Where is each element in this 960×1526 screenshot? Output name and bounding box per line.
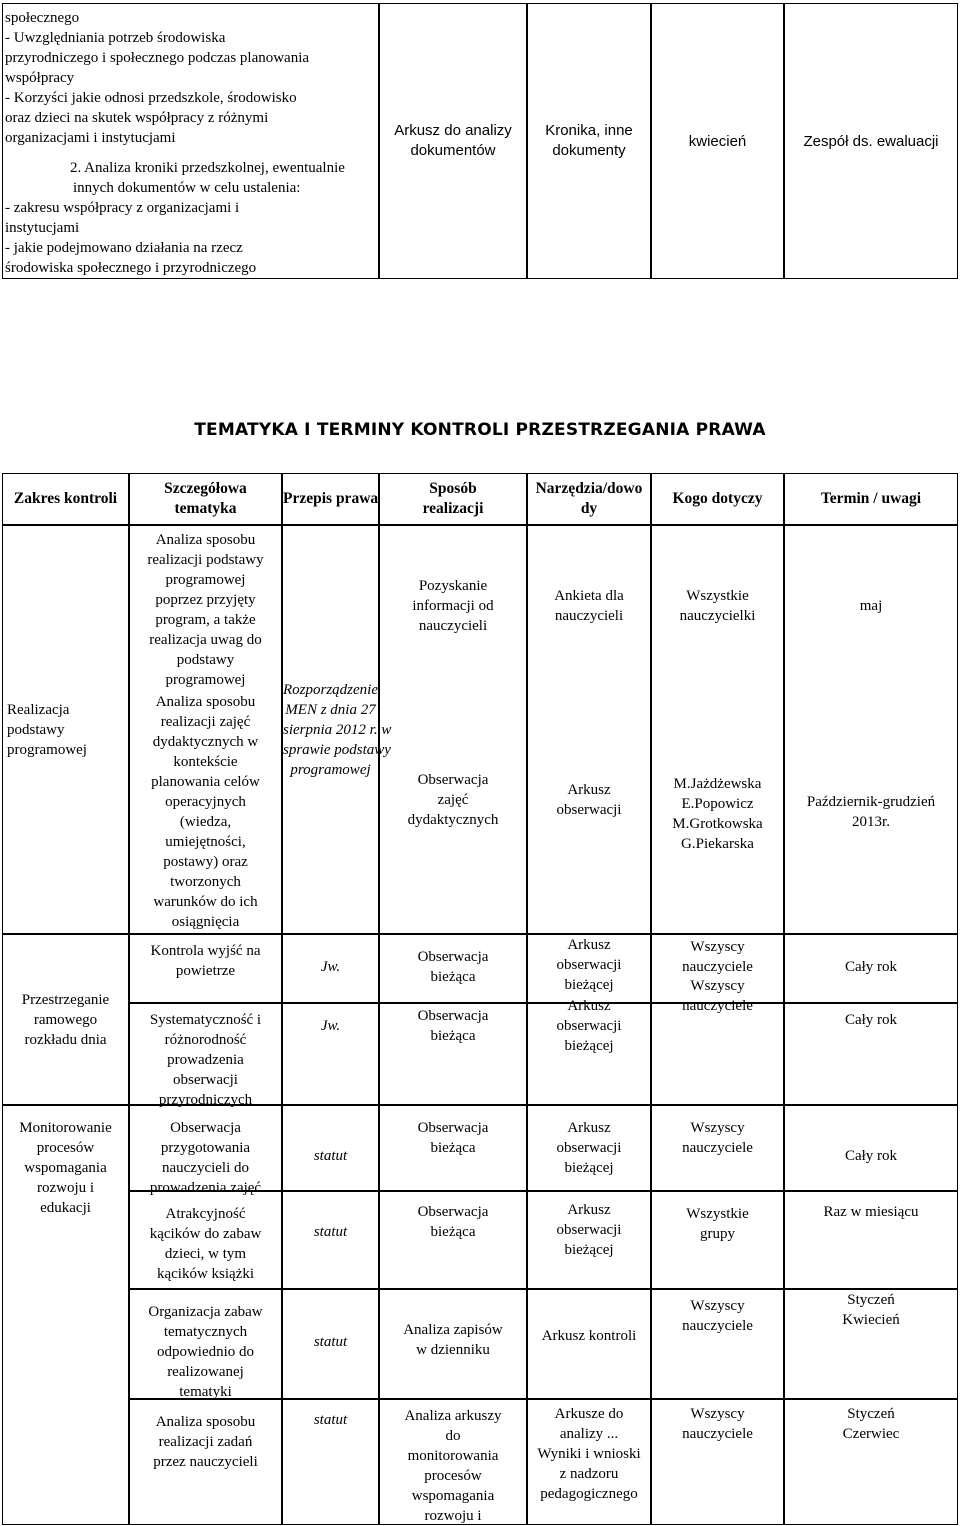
sec3-row4-narzedzia-text-line: z nadzoru (559, 1466, 619, 1482)
header-zakres-text-line: Zakres kontroli (13, 490, 118, 507)
sec2-row2-sposob (379, 1003, 527, 1105)
sec1-przepis (282, 525, 392, 934)
sec3-row4-sposob-text-line: do (445, 1428, 461, 1444)
header-sposob (379, 473, 527, 525)
header-narzedzia-text (528, 479, 650, 519)
sec3-row3-przepis-text-line: statut (313, 1334, 348, 1350)
sec1-narzedzia-1 (528, 586, 650, 626)
header-kogo (651, 473, 784, 525)
sec1-tematyka-2-line: (wiedza, (179, 814, 232, 830)
top-text-line: 2. Analiza kroniki przedszkolnej, ewentualnie (70, 160, 345, 176)
sec3-row4-termin (784, 1399, 958, 1525)
sec3-row3-przepis (282, 1289, 379, 1399)
sec3-row4-sposob-text-line: rozwoju i (424, 1508, 482, 1524)
sec3-row4-kogo-text (652, 1404, 783, 1444)
sec2-row1-przepis (282, 934, 379, 1003)
header-termin-text (785, 489, 957, 509)
sec1-sposob-1-line: nauczycieli (418, 618, 488, 634)
sec1-sposob-2 (380, 770, 526, 830)
top-text-line: - zakresu współpracy z organizacjami i (5, 200, 240, 216)
sec1-tematyka (129, 525, 282, 934)
sec3-row3-kogo-text-line: Wszyscy (690, 1298, 745, 1314)
header-zakres-text (3, 489, 128, 509)
sec2-row2-tematyka-text-line: Systematyczność i (149, 1012, 262, 1028)
sec3-row4-tematyka-text-line: Analiza sposobu (155, 1414, 256, 1430)
sec3-row4-narzedzia-text-line: Wyniki i wnioski (537, 1446, 641, 1462)
sec1-przepis-text-line: MEN z dnia 27 (285, 701, 376, 718)
sec3-row4-sposob-text-line: Analiza arkuszy (404, 1408, 502, 1424)
sec2-row2-sposob-text-line: bieżąca (430, 1028, 476, 1044)
top-tool-line: dokumentów (410, 142, 496, 159)
sec3-row4-tematyka (129, 1399, 282, 1525)
sec3-row1-termin (784, 1105, 958, 1191)
sec1-tematyka-1-line: poprzez przyjęty (155, 592, 256, 608)
sec1-termin-1 (785, 596, 957, 616)
sec3-row3-tematyka-text-line: Organizacja zabaw (148, 1304, 263, 1320)
sec1-kogo-1-line: nauczycielki (679, 608, 756, 624)
sec1-tematyka-2-line: umiejętności, (165, 834, 246, 850)
top-table (2, 3, 958, 279)
sec2-row1-termin (784, 934, 958, 1003)
sec3-row3-sposob-text-line: w dzienniku (416, 1342, 490, 1358)
top-text-line: instytucjami (5, 220, 80, 236)
header-narzedzia-text-line: Narzędzia/dowo (535, 480, 643, 497)
sec3-row2-sposob (379, 1191, 527, 1289)
header-przepis-text-line: Przepis prawa (283, 490, 379, 507)
sec2-row2-sposob-text (380, 1006, 526, 1046)
sec1-tematyka-2-line: planowania celów (151, 774, 260, 790)
sec3-row3-tematyka (129, 1289, 282, 1399)
sec3-row3-tematyka-text-line: odpowiednio do (156, 1344, 255, 1360)
top-cell-date (651, 3, 784, 279)
sec3-row4-termin-text-line: Czerwiec (842, 1426, 900, 1442)
section-heading: TEMATYKA I TERMINY KONTROLI PRZESTRZEGANIA PRAWA (194, 420, 766, 440)
header-termin (784, 473, 958, 525)
sec3-row2-tematyka-text-line: kącików do zabaw (149, 1226, 262, 1242)
sec2-row2-termin (784, 1003, 958, 1105)
sec1-tematyka-2-line: realizacji zajęć (160, 714, 251, 730)
sec1-zakres-text-line: Realizacja (7, 701, 70, 718)
sec1-tematyka-2-line: dydaktycznych w (152, 734, 259, 750)
sec3-row4-termin-text-line: Styczeń (847, 1406, 895, 1422)
sec3-row4-przepis-text (283, 1410, 378, 1430)
sec2-row1-termin-text-line: Cały rok (844, 959, 898, 975)
sec2-row2-termin-text-line: Cały rok (844, 1012, 898, 1028)
sec1-przepis-text (283, 680, 392, 780)
sec3-row1-tematyka-text-line: przygotowania (160, 1140, 251, 1156)
sec3-row1-narzedzia (527, 1105, 651, 1191)
sec2-row2-termin-text (785, 1010, 957, 1030)
sec2-row1-narzedzia-text-line: Arkusz (567, 937, 611, 953)
sec1-tematyka-2-line: osiągnięcia (171, 914, 240, 930)
top-text-block-a (5, 8, 378, 148)
sec3-row2-termin-text (785, 1202, 957, 1222)
sec1-zakres (2, 525, 129, 934)
sec1-termin-2-line: 2013r. (852, 814, 890, 830)
sec2-row1-przepis-text (283, 957, 378, 977)
header-przepis (282, 473, 379, 525)
sec3-row2-narzedzia-text (528, 1200, 650, 1260)
sec1-zakres-text (7, 700, 128, 760)
top-text-line: społecznego (5, 10, 80, 26)
sec2-row1-sposob (379, 934, 527, 1003)
sec3-row4-sposob-text (380, 1406, 526, 1526)
sec3-row3-termin (784, 1289, 958, 1399)
sec3-row1-tematyka-text-line: Obserwacja (170, 1120, 241, 1136)
sec3-row2-tematyka-text-line: dzieci, w tym (164, 1246, 247, 1262)
sec3-row4-narzedzia-text-line: pedagogicznego (540, 1486, 638, 1502)
sec1-przepis-text-line: sprawie podstawy (283, 741, 391, 758)
sec1-tematyka-2-line: kontekście (173, 754, 238, 770)
sec3-row4-przepis (282, 1399, 379, 1525)
sec2-row1-tematyka-text (130, 941, 281, 981)
sec2-row2-sposob-text-line: Obserwacja (417, 1008, 489, 1024)
sec3-row1-tematyka-text-line: nauczycieli do (161, 1160, 250, 1176)
sec2-row1-narzedzia (527, 934, 651, 1003)
sec2-row1-narzedzia-text-line: bieżącej (564, 977, 614, 993)
sec3-row2-sposob-text (380, 1202, 526, 1242)
sec3-row1-sposob-text-line: bieżąca (430, 1140, 476, 1156)
sec3-row1-kogo-text (652, 1118, 783, 1158)
top-text-line: - jakie podejmowano działania na rzecz (5, 240, 243, 256)
sec1-sposob-1 (380, 576, 526, 636)
top-source-text (545, 121, 633, 161)
sec1-kogo-1-line: Wszystkie (686, 588, 749, 604)
header-narzedzia (527, 473, 651, 525)
sec3-row1-tematyka-text (130, 1118, 281, 1198)
top-tool-text (394, 121, 512, 161)
sec2-row1-tematyka-text-line: Kontrola wyjść na (150, 943, 261, 959)
sec1-narzedzia-2-line: Arkusz (567, 782, 611, 798)
sec3-row4-sposob-text-line: procesów (424, 1468, 482, 1484)
sec2-row1-tematyka-text-line: powietrze (175, 963, 236, 979)
sec3-row2-kogo-text-line: Wszystkie (686, 1206, 749, 1222)
header-termin-text-line: Termin / uwagi (820, 490, 922, 507)
top-text-line: organizacjami i instytucjami (5, 130, 176, 146)
sec2-row2-przepis-text-line: Jw. (320, 1018, 341, 1034)
sec2-row1-sposob-text (380, 947, 526, 987)
sec3-row4-narzedzia-text-line: Arkusze do (554, 1406, 624, 1422)
sec3-row4-kogo (651, 1399, 784, 1525)
sec1-tematyka-1-line: realizacji podstawy (147, 552, 264, 568)
header-sposob-text (380, 479, 526, 519)
sec2-row2-kogo-text (652, 976, 783, 1016)
sec3-zakres (2, 1105, 129, 1525)
sec2-row2-tematyka (129, 1003, 282, 1108)
sec2-row1-sposob-text-line: Obserwacja (417, 949, 489, 965)
header-kogo-text (652, 489, 783, 509)
sec1-tematyka-1 (130, 530, 281, 690)
sec3-row4-sposob-text-line: wspomagania (411, 1488, 495, 1504)
sec1-narzedzia (527, 525, 651, 934)
sec2-row1-tematyka (129, 934, 282, 1003)
sec3-row1-narzedzia-text (528, 1118, 650, 1178)
sec2-row2-tematyka-text-line: prowadzenia (167, 1052, 244, 1068)
sec1-tematyka-1-line: programowej (165, 572, 246, 588)
header-narzedzia-text-line: dy (580, 500, 598, 517)
sec1-narzedzia-2 (528, 780, 650, 820)
sec3-row3-termin-text-line: Styczeń (847, 1292, 895, 1308)
top-text-line: - Korzyści jakie odnosi przedszkole, środowisko (5, 90, 297, 106)
top-tool-line: Arkusz do analizy (394, 122, 512, 139)
sec3-zakres-text-line: Monitorowanie (19, 1120, 112, 1136)
sec3-row1-narzedzia-text-line: Arkusz (567, 1120, 611, 1136)
sec3-row1-narzedzia-text-line: obserwacji (556, 1140, 622, 1156)
sec3-row2-kogo-text (652, 1204, 783, 1244)
sec1-sposob-1-line: Pozyskanie (418, 578, 488, 594)
sec1-tematyka-1-line: program, a także (155, 612, 256, 628)
sec3-row1-tematyka (129, 1105, 282, 1196)
sec3-row4-tematyka-text (130, 1412, 281, 1472)
sec1-zakres-text-line: programowej (7, 741, 87, 758)
top-cell-team (784, 3, 958, 279)
sec2-row2-tematyka-text-line: różnorodność (164, 1032, 247, 1048)
sec3-row2-tematyka-text-line: kącików książki (156, 1266, 255, 1282)
sec2-row1-kogo-text-line: Wszyscy (690, 939, 745, 955)
sec3-row2-narzedzia-text-line: bieżącej (564, 1242, 614, 1258)
header-kogo-text-line: Kogo dotyczy (672, 490, 763, 507)
header-tematyka-text-line: Szczegółowa (164, 480, 247, 497)
sec2-row2-tematyka-text-line: przyrodniczych (158, 1092, 253, 1108)
sec1-tematyka-2-line: warunków do ich (153, 894, 258, 910)
sec2-row2-narzedzia (527, 998, 651, 1105)
sec1-sposob-1-line: informacji od (412, 598, 494, 614)
sec3-row2-tematyka (129, 1191, 282, 1289)
top-team-text: Zespół ds. ewaluacji (803, 132, 939, 150)
header-tematyka (129, 473, 282, 525)
header-tematyka-text (130, 479, 281, 519)
sec3-zakres-text-line: procesów (36, 1140, 95, 1156)
sec3-row2-tematyka-text (130, 1204, 281, 1284)
sec1-tematyka-2-line: operacyjnych (165, 794, 246, 810)
sec3-row3-narzedzia (527, 1289, 651, 1399)
sec3-zakres-text-line: rozwoju i (36, 1180, 95, 1196)
sec3-row3-tematyka-text-line: tematyki (179, 1384, 232, 1400)
sec1-tematyka-1-line: Analiza sposobu (155, 532, 256, 548)
sec2-row2-narzedzia-text (528, 996, 650, 1056)
sec2-row2-tematyka-text-line: obserwacji (173, 1072, 238, 1088)
sec3-row4-narzedzia (527, 1399, 651, 1525)
sec3-row1-termin-text-line: Cały rok (844, 1148, 898, 1164)
sec1-przepis-text-line: Rozporządzenie (283, 681, 378, 698)
sec3-zakres-text-line: edukacji (40, 1200, 91, 1216)
sec2-row2-narzedzia-text-line: obserwacji (556, 1018, 622, 1034)
top-text-line: - Uwzględniania potrzeb środowiska (5, 30, 226, 46)
header-przepis-text (283, 489, 378, 509)
sec1-tematyka-2-line: postawy) oraz (163, 854, 248, 870)
sec3-row3-narzedzia-text-line: Arkusz kontroli (541, 1328, 637, 1344)
sec3-row4-tematyka-text-line: przez nauczycieli (153, 1454, 258, 1470)
sec3-row3-termin-text-line: Kwiecień (842, 1312, 900, 1328)
sec2-row1-kogo-text-line: nauczyciele (682, 959, 753, 975)
sec3-row1-sposob-text-line: Obserwacja (417, 1120, 489, 1136)
sec2-zakres-text-line: rozkładu dnia (24, 1031, 107, 1048)
sec3-row4-tematyka-text-line: realizacji zadań (158, 1434, 253, 1450)
sec1-tematyka-1-line: podstawy (176, 652, 235, 668)
sec3-row1-sposob-text (380, 1118, 526, 1158)
sec3-row2-narzedzia (527, 1191, 651, 1289)
sec1-sposob-2-line: Obserwacja (417, 772, 489, 788)
top-text-block-b (5, 158, 378, 278)
sec3-row2-tematyka-text-line: Atrakcyjność (165, 1206, 246, 1222)
sec2-row1-przepis-text-line: Jw. (320, 959, 341, 975)
sec3-row1-przepis-text (283, 1146, 378, 1166)
sec3-row4-sposob (379, 1399, 527, 1525)
sec3-row3-tematyka-text (130, 1302, 281, 1402)
sec3-row2-sposob-text-line: bieżąca (430, 1224, 476, 1240)
sec2-row2-kogo-text-line: Wszyscy (690, 978, 745, 994)
sec1-przepis-text-line: programowej (290, 761, 371, 778)
sec3-row2-przepis-text (283, 1222, 378, 1242)
top-text-line: współpracy (5, 70, 75, 86)
sec1-kogo-2-line: M.Grotkowska (672, 816, 763, 832)
top-cell-description (2, 3, 379, 279)
sec3-row1-termin-text (785, 1146, 957, 1166)
top-date-text: kwiecień (688, 132, 747, 150)
sec3-zakres-text-line: wspomagania (24, 1160, 107, 1176)
sec3-row3-sposob-text (380, 1320, 526, 1360)
sec3-row1-przepis (282, 1105, 379, 1191)
sec2-row1-narzedzia-text-line: obserwacji (556, 957, 622, 973)
sec2-row2-kogo (651, 978, 784, 1105)
top-cell-tool (379, 3, 527, 279)
control-table (2, 473, 958, 1525)
sec1-termin-1-line: maj (859, 598, 883, 614)
header-sposob-text-line: realizacji (422, 500, 484, 517)
sec3-row3-narzedzia-text (528, 1326, 650, 1346)
sec3-row4-kogo-text-line: nauczyciele (682, 1426, 753, 1442)
sec2-row1-sposob-text-line: bieżąca (430, 969, 476, 985)
sec1-kogo-2 (652, 774, 783, 854)
sec3-row3-kogo-text (652, 1296, 783, 1336)
sec2-zakres-text (3, 990, 128, 1050)
sec3-zakres-text (3, 1118, 128, 1218)
sec3-row2-przepis-text-line: statut (313, 1224, 348, 1240)
sec2-zakres (2, 934, 129, 1105)
sec3-row1-kogo-text-line: Wszyscy (690, 1120, 745, 1136)
header-zakres (2, 473, 129, 525)
sec1-termin-2 (785, 792, 957, 832)
sec1-kogo-1 (652, 586, 783, 626)
sec1-kogo (651, 525, 784, 934)
top-source-line: Kronika, inne (545, 122, 633, 139)
sec1-narzedzia-1-line: nauczycieli (554, 608, 624, 624)
sec2-row2-narzedzia-text-line: Arkusz (567, 998, 611, 1014)
top-text-line: innych dokumentów w celu ustalenia: (73, 180, 301, 196)
sec1-tematyka-1-line: realizacja uwag do (149, 632, 262, 648)
sec3-row2-termin (784, 1191, 958, 1289)
sec3-row4-narzedzia-text-line: analizy ... (559, 1426, 619, 1442)
sec3-row1-narzedzia-text-line: bieżącej (564, 1160, 614, 1176)
sec1-tematyka-1-line: programowej (165, 672, 246, 688)
top-cell-source (527, 3, 651, 279)
sec2-row1-kogo-text (652, 937, 783, 977)
top-text-line: oraz dzieci na skutek współpracy z różnymi (5, 110, 269, 126)
sec1-przepis-text-line: sierpnia 2012 r. w (283, 721, 392, 738)
sec3-row1-kogo (651, 1105, 784, 1191)
sec3-row4-przepis-text-line: statut (313, 1412, 348, 1428)
sec3-row3-sposob-text-line: Analiza zapisów (403, 1322, 503, 1338)
sec3-row1-kogo-text-line: nauczyciele (682, 1140, 753, 1156)
top-text-line: środowiska społecznego i przyrodniczego (5, 260, 257, 276)
sec1-narzedzia-2-line: obserwacji (556, 802, 622, 818)
sec2-row2-narzedzia-text-line: bieżącej (564, 1038, 614, 1054)
sec1-tematyka-2-line: tworzonych (170, 874, 241, 890)
sec3-row3-tematyka-text-line: realizowanej (167, 1364, 244, 1380)
sec3-row4-sposob-text-line: monitorowania (407, 1448, 499, 1464)
sec1-sposob-2-line: dydaktycznych (407, 812, 499, 828)
top-source-line: dokumenty (552, 142, 626, 159)
sec1-kogo-2-line: G.Piekarska (681, 836, 754, 852)
sec1-sposob-2-line: zajęć (437, 792, 469, 808)
sec1-tematyka-2-line: Analiza sposobu (155, 694, 256, 710)
sec2-row1-narzedzia-text (528, 935, 650, 995)
sec1-kogo-2-line: M.Jażdżewska (673, 776, 762, 792)
sec3-row3-przepis-text (283, 1332, 378, 1352)
sec3-row4-termin-text (785, 1404, 957, 1444)
sec3-row3-kogo-text-line: nauczyciele (682, 1318, 753, 1334)
sec3-row3-kogo (651, 1289, 784, 1399)
sec3-row2-przepis (282, 1191, 379, 1289)
header-tematyka-text-line: tematyka (174, 500, 237, 517)
sec3-row2-sposob-text-line: Obserwacja (417, 1204, 489, 1220)
sec1-termin-2-line: Październik-grudzień (806, 794, 936, 810)
sec2-row2-przepis (282, 1003, 379, 1105)
sec3-row3-termin-text (785, 1290, 957, 1330)
sec3-row1-tematyka-text-line: prowadzenia zajęć (149, 1180, 262, 1196)
sec2-row2-tematyka-text (130, 1010, 281, 1110)
sec3-row2-kogo (651, 1191, 784, 1289)
sec3-row1-sposob (379, 1105, 527, 1191)
sec1-kogo-2-line: E.Popowicz (681, 796, 754, 812)
sec3-row4-narzedzia-text (528, 1404, 650, 1504)
sec3-row2-kogo-text-line: grupy (700, 1226, 735, 1242)
sec3-row2-narzedzia-text-line: Arkusz (567, 1202, 611, 1218)
sec2-zakres-text-line: ramowego (33, 1011, 98, 1028)
sec1-zakres-text-line: podstawy (7, 721, 65, 738)
sec3-row3-sposob (379, 1289, 527, 1399)
header-sposob-text-line: Sposób (429, 480, 477, 497)
top-text-line: przyrodniczego i społecznego podczas planowania (5, 50, 310, 66)
sec3-row3-tematyka-text-line: tematycznych (163, 1324, 248, 1340)
sec3-row2-termin-text-line: Raz w miesiącu (823, 1204, 919, 1220)
sec2-row2-przepis-text (283, 1016, 378, 1036)
sec3-row2-narzedzia-text-line: obserwacji (556, 1222, 622, 1238)
sec1-sposob (379, 525, 527, 934)
sec2-zakres-text-line: Przestrzeganie (21, 991, 110, 1008)
sec1-termin (784, 525, 958, 934)
sec3-row1-przepis-text-line: statut (313, 1148, 348, 1164)
sec3-row4-kogo-text-line: Wszyscy (690, 1406, 745, 1422)
sec2-row1-termin-text (785, 957, 957, 977)
sec2-row2-kogo-text-line: nauczyciele (682, 998, 753, 1014)
sec1-narzedzia-1-line: Ankieta dla (554, 588, 624, 604)
sec1-tematyka-2 (130, 692, 281, 932)
